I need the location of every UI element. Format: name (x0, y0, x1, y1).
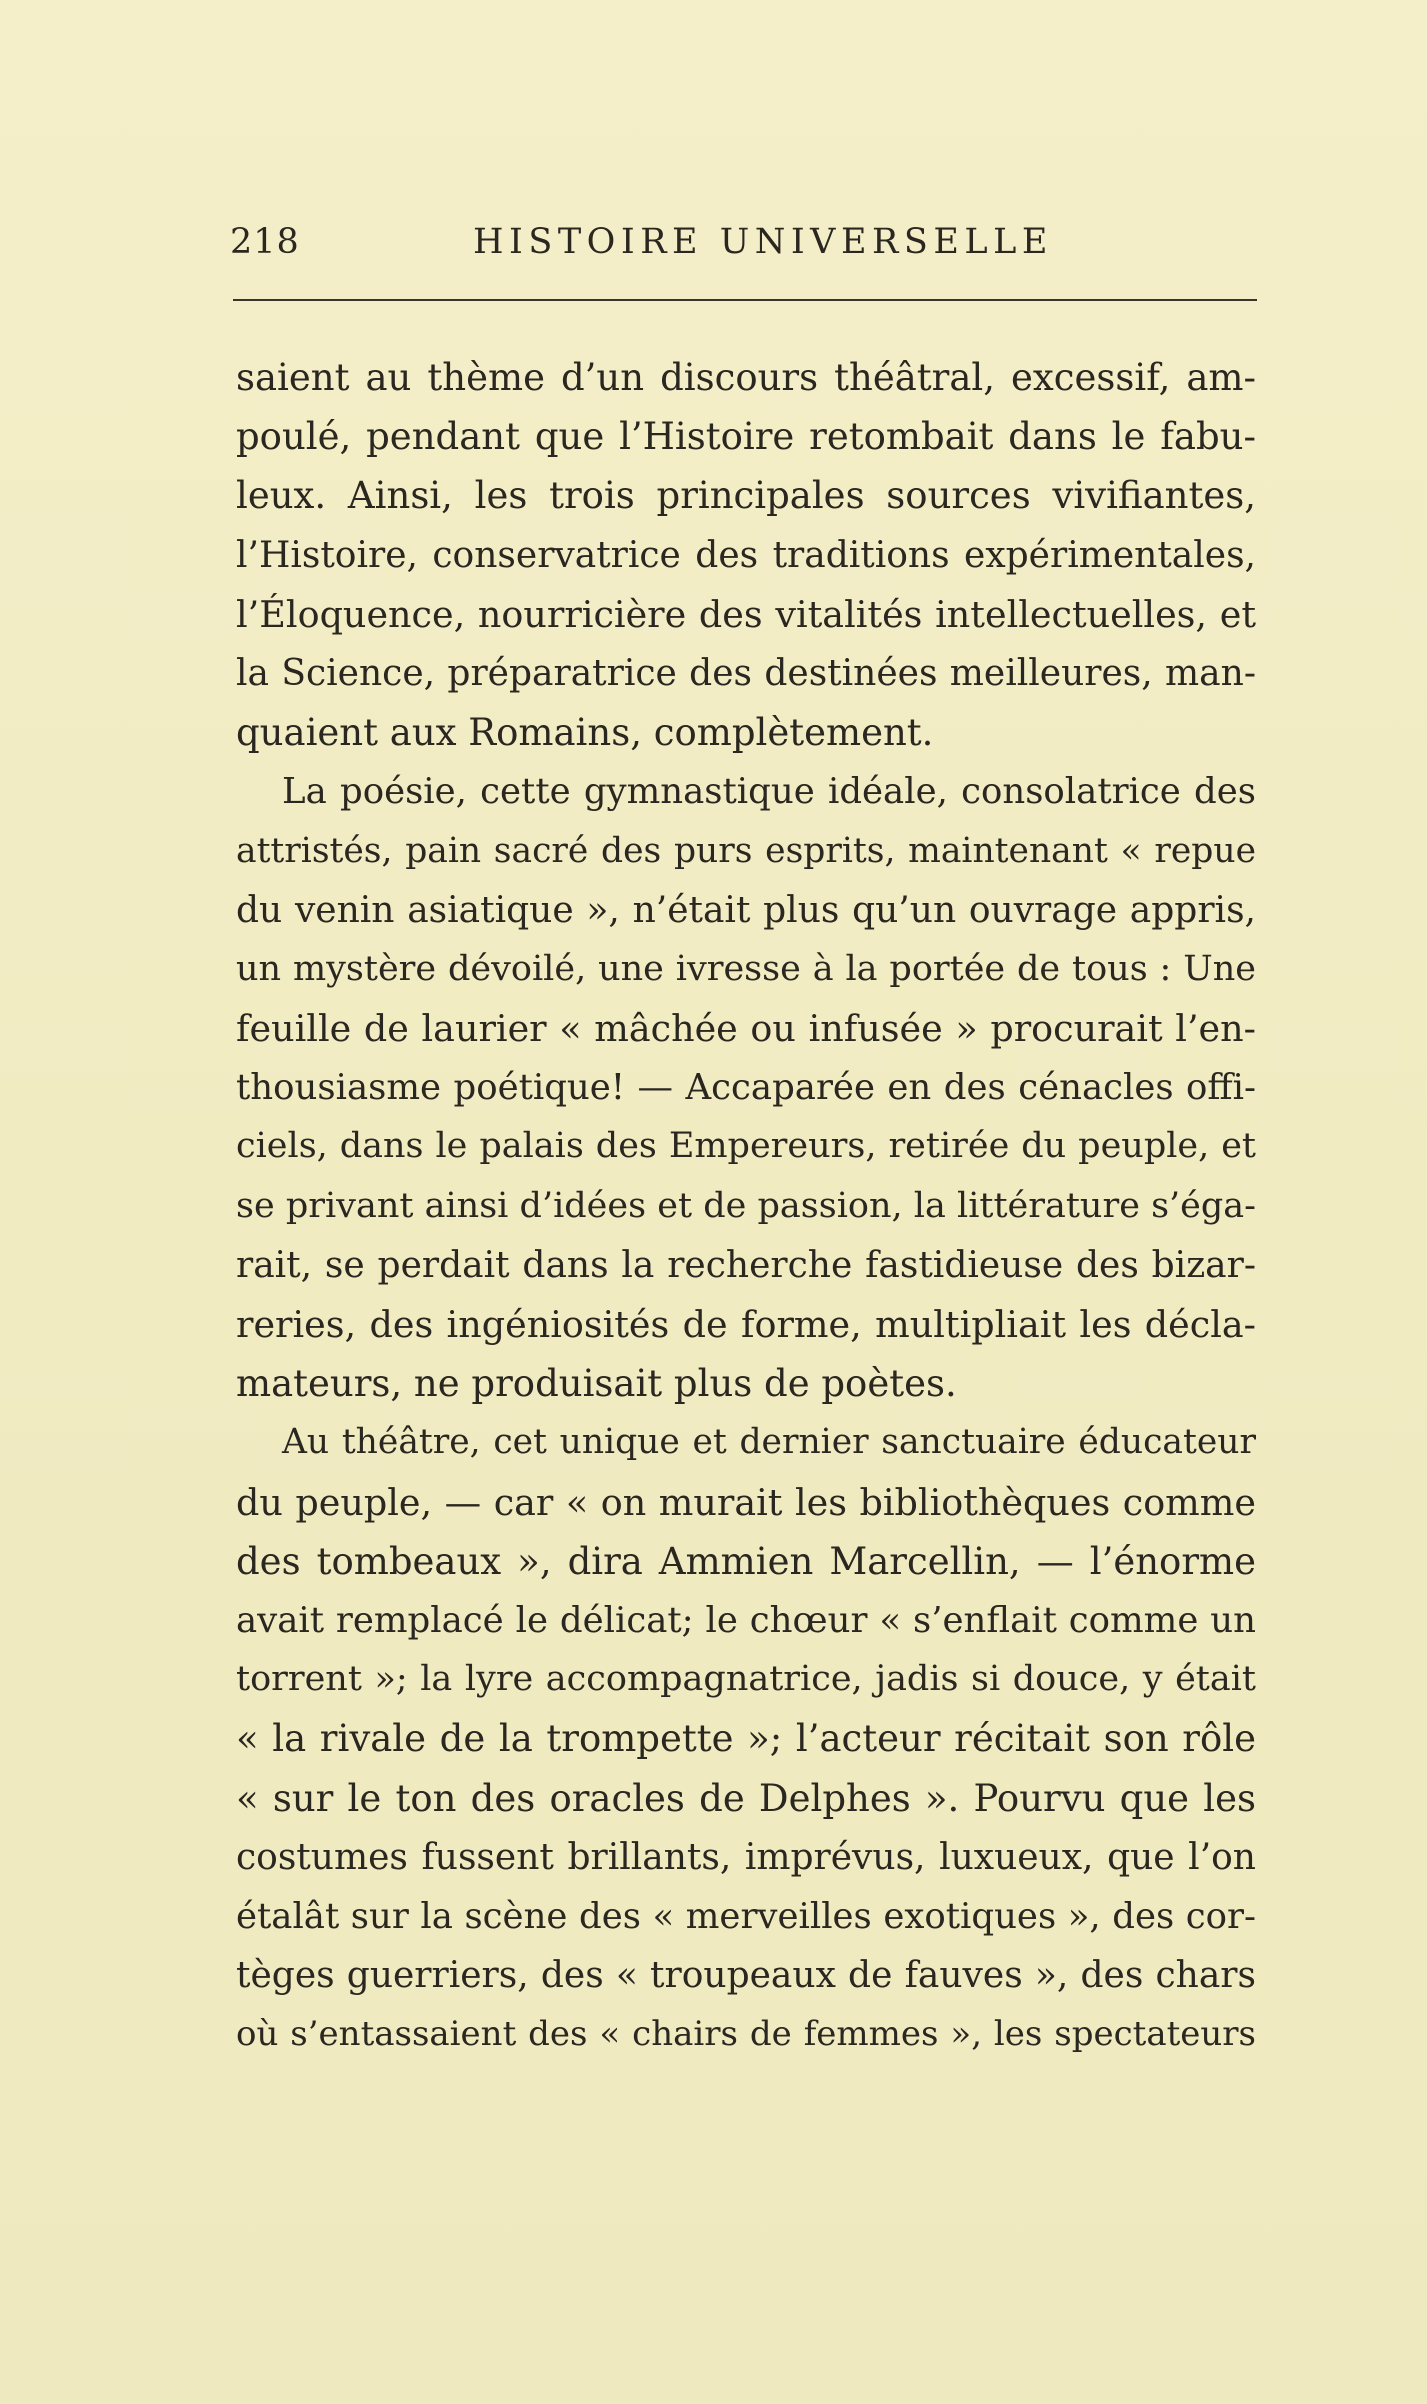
text-line: où s’entassaient des « chairs de femmes », les spectateurs (236, 2014, 1256, 2055)
running-title: HISTOIRE UNIVERSELLE (473, 222, 1053, 262)
text-line: étalât sur la scène des « merveilles exotiques », des cor- (236, 1895, 1256, 1937)
text-line: rait, se perdait dans la recherche fastidieuse des bizar- (236, 1244, 1256, 1286)
text-line: mateurs, ne produisait plus de poètes. (236, 1362, 957, 1406)
header-rule (233, 299, 1257, 301)
text-line: « sur le ton des oracles de Delphes ». Pourvu que les (236, 1776, 1256, 1820)
text-line: du venin asiatique », n’était plus qu’un ouvrage appris, (236, 889, 1256, 931)
text-line: La poésie, cette gymnastique idéale, consolatrice des (282, 771, 1256, 813)
text-line: reries, des ingéniosités de forme, multipliait les décla- (236, 1303, 1256, 1346)
text-line: thousiasme poétique! — Accaparée en des cénacles offi- (236, 1067, 1256, 1109)
text-line: Au théâtre, cet unique et dernier sanctuaire éducateur (282, 1422, 1256, 1463)
text-line: feuille de laurier « mâchée ou infusée » procurait l’en- (236, 1007, 1256, 1051)
text-line: un mystère dévoilé, une ivresse à la portée de tous : Une (236, 948, 1256, 989)
text-line: l’Éloquence, nourricière des vitalités intellectuelles, et (236, 592, 1256, 636)
text-line: avait remplacé le délicat; le chœur « s’enflait comme un (236, 1599, 1256, 1641)
text-line: leux. Ainsi, les trois principales sources vivifiantes, (236, 474, 1256, 518)
text-line: torrent »; la lyre accompagnatrice, jadis si douce, y était (236, 1659, 1256, 1700)
text-line: tèges guerriers, des « troupeaux de fauves », des chars (236, 1955, 1256, 1997)
text-line: des tombeaux », dira Ammien Marcellin, — l’énorme (236, 1539, 1256, 1583)
text-line: du peuple, — car « on murait les bibliothèques comme (236, 1480, 1256, 1524)
text-line: attristés, pain sacré des purs esprits, maintenant « repue (236, 830, 1256, 871)
text-line: la Science, préparatrice des destinées meilleures, man- (236, 652, 1256, 694)
page-number: 218 (230, 222, 300, 262)
text-line: saient au thème d’un discours théâtral, excessif, am- (236, 356, 1256, 399)
text-line: poulé, pendant que l’Histoire retombait dans le fabu- (236, 415, 1256, 459)
text-line: l’Histoire, conservatrice des traditions expérimentales, (236, 534, 1256, 576)
text-line: « la rivale de la trompette »; l’acteur récitait son rôle (236, 1717, 1256, 1761)
body-text (236, 348, 1256, 2064)
text-line: costumes fussent brillants, imprévus, luxueux, que l’on (236, 1836, 1256, 1878)
page-header (230, 222, 1260, 272)
text-line: se privant ainsi d’idées et de passion, la littérature s’éga- (236, 1185, 1256, 1226)
text-line: quaient aux Romains, complètement. (236, 711, 934, 755)
text-line: ciels, dans le palais des Empereurs, retirée du peuple, et (236, 1126, 1256, 1167)
